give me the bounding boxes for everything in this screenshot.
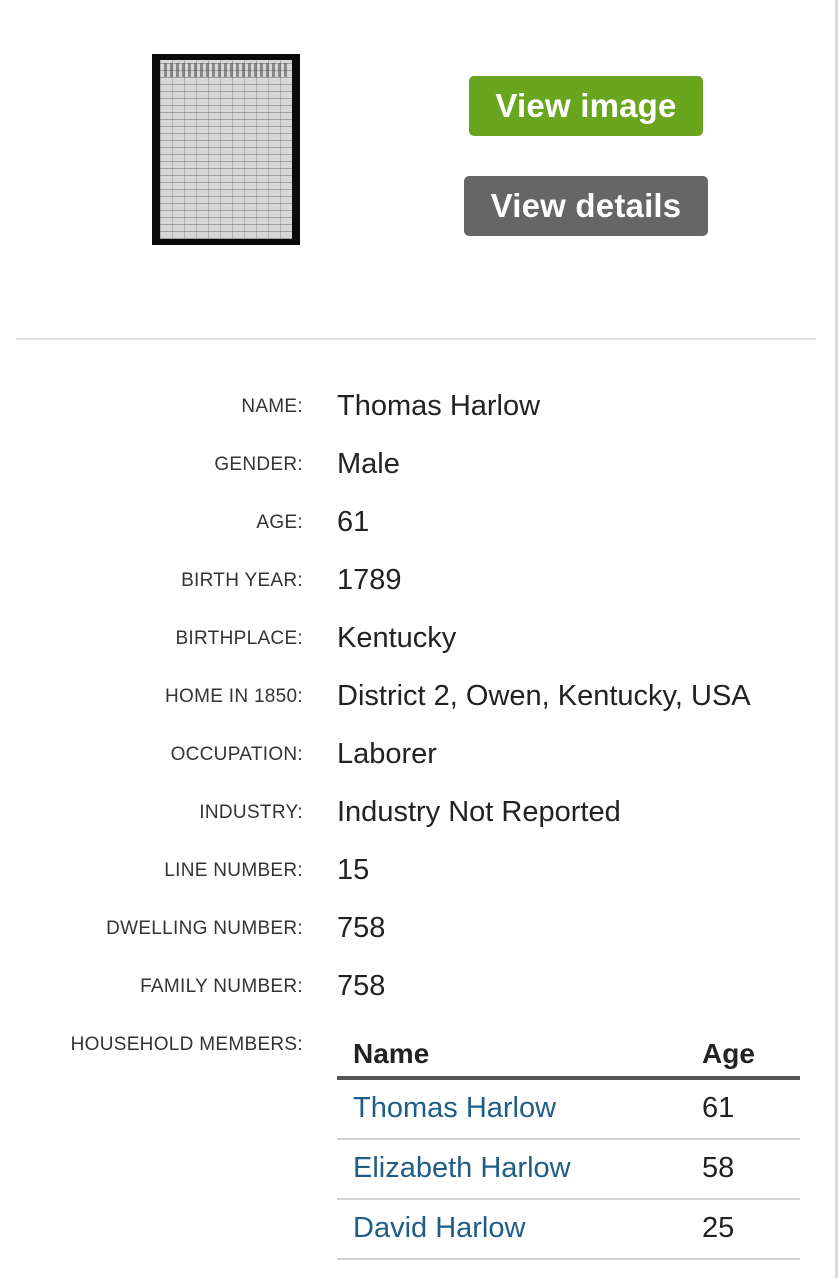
- record-image-thumbnail[interactable]: [152, 54, 300, 245]
- household-table-header: [337, 1030, 800, 1080]
- field-row-age: [0, 506, 838, 546]
- field-value: Laborer: [337, 738, 437, 770]
- household-member-age: 25: [702, 1212, 735, 1244]
- field-value: Thomas Harlow: [337, 390, 541, 422]
- field-value: Male: [337, 448, 400, 480]
- household-members-table: [337, 1030, 800, 1260]
- field-value: Industry Not Reported: [337, 796, 621, 828]
- field-label: HOME IN 1850:: [164, 686, 303, 707]
- section-divider: [16, 338, 816, 340]
- field-label: AGE:: [256, 512, 303, 533]
- table-row: [337, 1080, 800, 1140]
- field-row-line-number: [0, 854, 838, 894]
- field-label: NAME:: [241, 396, 303, 417]
- field-value: 758: [337, 912, 386, 944]
- field-label: FAMILY NUMBER:: [140, 976, 303, 997]
- field-label: INDUSTRY:: [199, 802, 303, 823]
- field-value: Kentucky: [337, 622, 457, 654]
- field-label: BIRTH YEAR:: [181, 570, 303, 591]
- field-row-gender: [0, 448, 838, 488]
- field-label: LINE NUMBER:: [164, 860, 303, 881]
- household-member-age: 61: [702, 1092, 735, 1124]
- field-row-dwelling-number: [0, 912, 838, 952]
- field-label: DWELLING NUMBER:: [106, 918, 303, 939]
- household-member-link[interactable]: David Harlow: [353, 1212, 526, 1244]
- field-label: OCCUPATION:: [170, 744, 303, 765]
- field-label: BIRTHPLACE:: [175, 628, 303, 649]
- household-member-link[interactable]: Thomas Harlow: [353, 1092, 557, 1124]
- field-label: GENDER:: [214, 454, 303, 475]
- field-value: 15: [337, 854, 370, 886]
- table-row: [337, 1200, 800, 1260]
- field-row-occupation: [0, 738, 838, 778]
- field-row-family-number: [0, 970, 838, 1010]
- view-details-button[interactable]: View details: [464, 176, 708, 236]
- field-row-name: [0, 390, 838, 430]
- field-value: District 2, Owen, Kentucky, USA: [337, 680, 751, 712]
- field-value: 61: [337, 506, 370, 538]
- field-label: HOUSEHOLD MEMBERS:: [70, 1034, 303, 1055]
- household-member-link[interactable]: Elizabeth Harlow: [353, 1152, 571, 1184]
- field-row-birthplace: [0, 622, 838, 662]
- field-row-birth-year: [0, 564, 838, 604]
- household-member-age: 58: [702, 1152, 735, 1184]
- field-row-home: [0, 680, 838, 720]
- view-image-button[interactable]: View image: [469, 76, 703, 136]
- field-value: 758: [337, 970, 386, 1002]
- column-header-age: Age: [702, 1038, 755, 1069]
- field-value: 1789: [337, 564, 402, 596]
- column-header-name: Name: [353, 1038, 430, 1069]
- census-page-preview: [160, 60, 292, 239]
- table-row: [337, 1140, 800, 1200]
- field-row-industry: [0, 796, 838, 836]
- census-page-header-lines: [164, 63, 288, 77]
